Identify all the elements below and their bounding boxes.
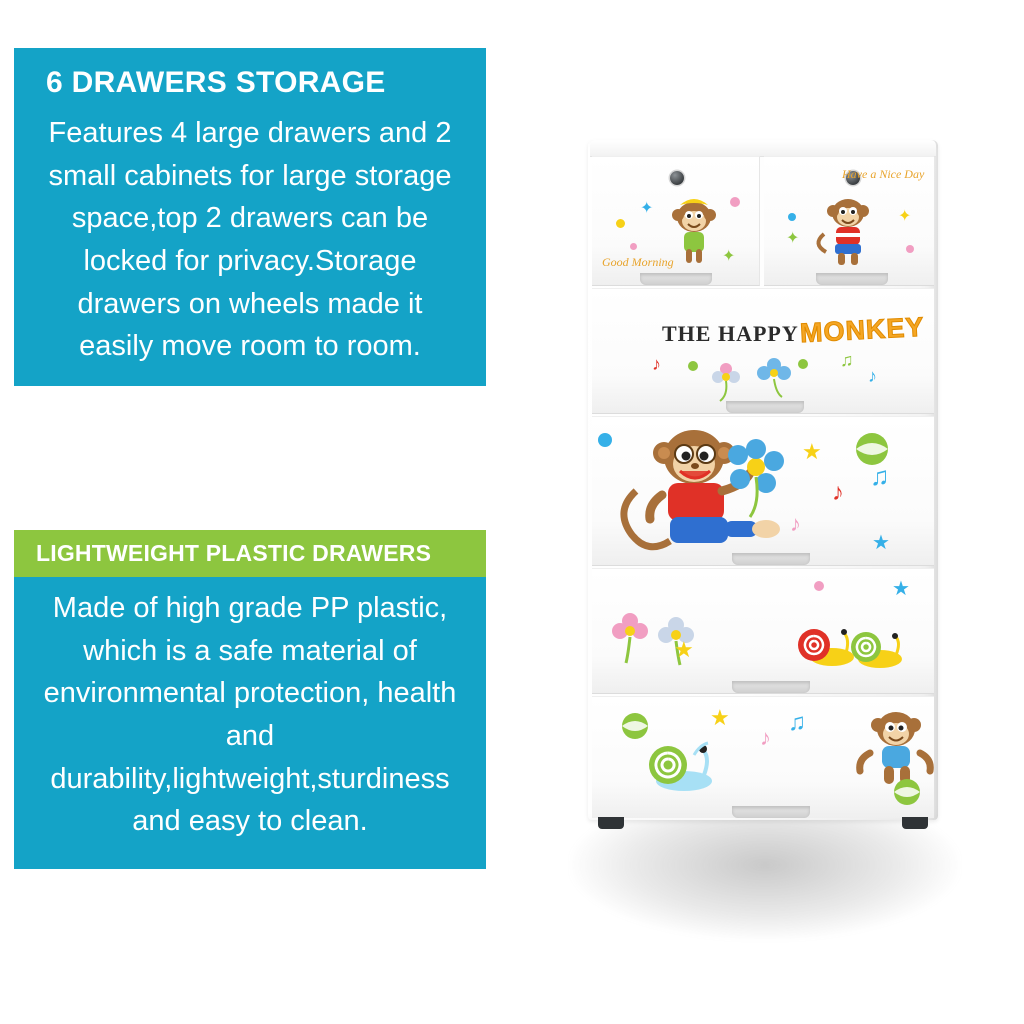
music-note-icon: ♪	[832, 479, 844, 506]
snail-blue-icon	[638, 737, 728, 797]
star-decor: ★	[802, 439, 822, 464]
ball-icon	[620, 711, 650, 741]
plastic-card	[14, 577, 486, 869]
product-image	[520, 100, 1010, 930]
dot-decor	[688, 361, 698, 371]
star-decor: ✦	[722, 248, 736, 265]
monkey-text: MONKEY	[799, 311, 926, 349]
ball-icon	[892, 777, 922, 807]
drawer-handle[interactable]	[640, 273, 712, 285]
star-decor: ★	[892, 578, 910, 600]
star-decor: ✦	[786, 230, 800, 247]
music-note-icon: ♪	[790, 511, 801, 536]
music-note-icon: ♫	[788, 709, 806, 736]
drawer-big-monkey[interactable]	[592, 416, 934, 566]
music-note-icon: ♫	[840, 350, 854, 370]
drawer-handle[interactable]	[726, 401, 804, 413]
good-morning-text: Good Morning	[602, 255, 674, 269]
music-note-icon: ♪	[868, 366, 877, 386]
the-happy-text: THE HAPPY	[662, 321, 799, 346]
dot-decor	[598, 433, 612, 447]
plastic-card-body: Made of high grade PP plastic, which is a safe material of environmental protection, health and durability,lightweight,sturdiness and easy to clean.	[43, 592, 457, 838]
lock-icon-left[interactable]	[670, 171, 684, 185]
cabinet-foot-right	[902, 817, 928, 829]
drawer-handle[interactable]	[732, 806, 810, 818]
feature-card-plastic	[14, 530, 486, 869]
star-decor: ★	[674, 637, 694, 662]
monkey-boy-icon	[802, 189, 902, 274]
drawer-top-left[interactable]	[592, 156, 760, 286]
drawer-top-right[interactable]	[764, 156, 934, 286]
music-note-icon: ♫	[870, 461, 890, 491]
storage-card-body: Features 4 large drawers and 2 small cabinets for large storage space,top 2 drawers can be locked for privacy.Storage drawers on wheels made it easily move room to room.	[48, 117, 452, 363]
cabinet-foot-left	[598, 817, 624, 829]
dot-decor	[730, 197, 740, 207]
music-note-icon: ♪	[652, 354, 661, 374]
dot-decor	[906, 245, 914, 253]
storage-card-title: 6 DRAWERS STORAGE	[46, 66, 386, 99]
flowers-icon	[702, 347, 822, 405]
storage-cabinet	[588, 140, 938, 820]
drawer-snails[interactable]	[592, 568, 934, 694]
feature-card-storage	[14, 48, 486, 386]
drawer-bottom[interactable]	[592, 696, 934, 818]
plastic-card-title: LIGHTWEIGHT PLASTIC DRAWERS	[14, 530, 486, 577]
drawer-happy-monkey[interactable]	[592, 288, 934, 414]
snail-green-icon	[842, 625, 912, 673]
dot-decor	[616, 219, 625, 228]
nice-day-text: Have a Nice Day	[842, 167, 925, 181]
star-decor: ✦	[640, 200, 654, 217]
star-decor: ✦	[898, 208, 912, 225]
dot-decor	[630, 243, 637, 250]
flowers-icon	[602, 605, 722, 675]
star-decor: ★	[710, 705, 730, 730]
cabinet-top	[590, 140, 936, 157]
drawer-handle[interactable]	[816, 273, 888, 285]
storage-card	[14, 48, 486, 386]
drawer-handle[interactable]	[732, 553, 810, 565]
dot-decor	[814, 581, 824, 591]
dot-decor	[798, 359, 808, 369]
drawer-handle[interactable]	[732, 681, 810, 693]
music-note-icon: ♪	[760, 725, 771, 750]
star-decor: ★	[872, 532, 890, 554]
dot-decor	[788, 213, 796, 221]
